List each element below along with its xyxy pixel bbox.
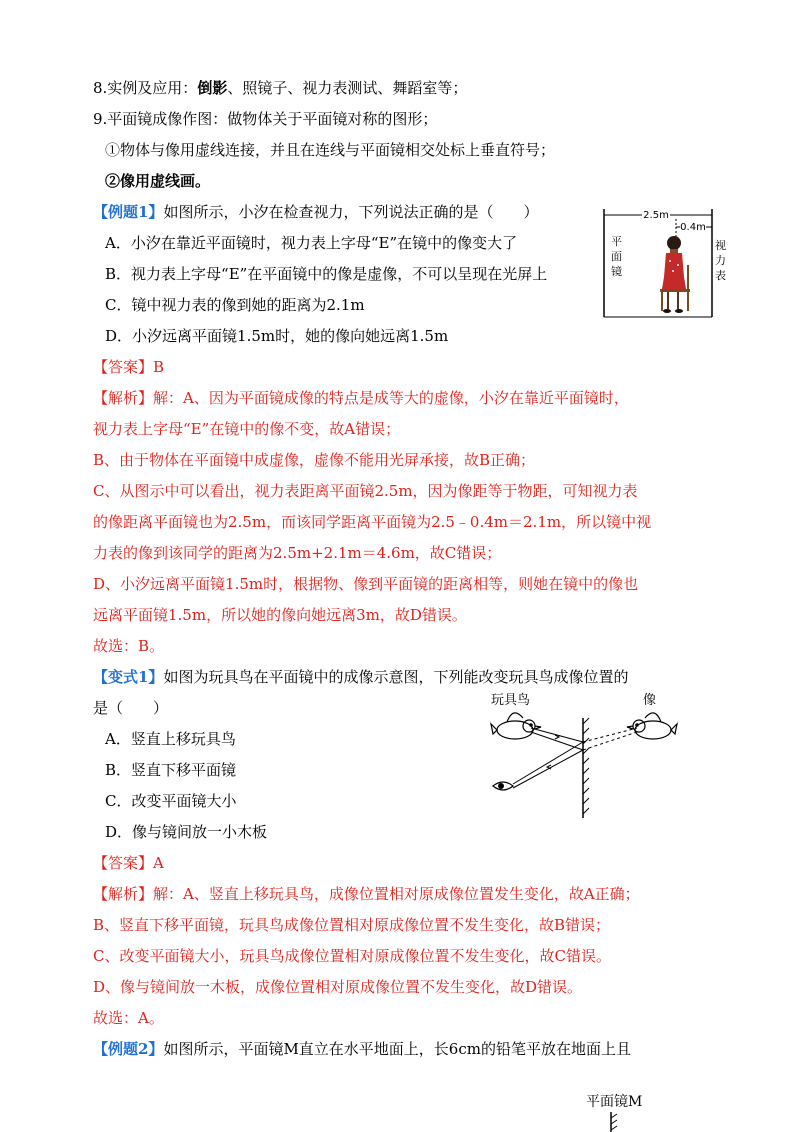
mirror-label-3: 镜	[611, 265, 622, 278]
toy-bird-label: 玩具鸟	[491, 693, 531, 708]
item-8	[93, 78, 467, 98]
mirror-hatching	[583, 718, 589, 814]
example-1-analysis-5: 的像距离平面镜也为2.5m，而该同学距离平面镜为2.5﹣0.4m＝2.1m，所以镜中视	[93, 513, 652, 531]
variant-1-analysis-4: D、像与镜间放一木板，成像位置相对原成像位置不发生变化，故D错误。	[93, 978, 583, 996]
example-2-tag: 【例题2】	[93, 1040, 164, 1058]
virtual-rays	[583, 728, 637, 750]
variant-1-question-2: 是（ ）	[93, 699, 169, 717]
chart-label-2: 力	[715, 254, 726, 267]
example-1-analysis-3: B、由于物体在平面镜中成虚像，虚像不能用光屏承接，故B正确；	[93, 451, 536, 469]
example-1-tag: 【例题1】	[93, 203, 164, 221]
variant-1-analysis-2: B、竖直下移平面镜，玩具鸟成像位置相对原成像位置不发生变化，故B错误；	[93, 916, 611, 934]
example-1-analysis-8: 远离平面镜1.5m，所以她的像向她远离3m，故D错误。	[93, 606, 467, 624]
image-label: 像	[643, 693, 657, 708]
example-1-analysis-6: 力表的像到该同学的距离为2.5m+2.1m＝4.6m，故C错误；	[93, 544, 502, 562]
mirror-label-1: 平	[611, 235, 622, 248]
example-1-analysis-2: 视力表上字母“E”在镜中的像不变，故A错误；	[93, 420, 401, 438]
light-rays	[513, 728, 583, 788]
item-8-prefix: 8.实例及应用：	[93, 79, 198, 97]
example-1-option-b: B．视力表上字母“E”在平面镜中的像是虚像，不可以呈现在光屏上	[105, 265, 548, 283]
dimension-small-label: 0.4m	[680, 222, 706, 233]
variant-1-question	[93, 667, 628, 687]
example-1-option-a: A．小汐在靠近平面镜时，视力表上字母“E”在镜中的像变大了	[105, 234, 518, 252]
example-2-text: 如图所示，平面镜M直立在水平地面上，长6cm的铅笔平放在地面上且	[163, 1040, 631, 1058]
variant-1-option-a: A．竖直上移玩具鸟	[105, 730, 236, 748]
toy-bird-figure	[485, 688, 700, 823]
example-1-question	[93, 202, 538, 222]
variant-1-analysis-text: 解：A、竖直上移玩具鸟，成像位置相对原成像位置发生变化，故A正确；	[153, 885, 640, 903]
chart-label-1: 视	[715, 239, 726, 252]
ray-arrow-return	[547, 765, 551, 769]
mirror-label-2: 面	[611, 250, 622, 263]
example-1-analysis-tag: 【解析】	[93, 389, 154, 407]
variant-1-analysis-tag: 【解析】	[93, 885, 154, 903]
example-1-option-d: D．小汐远离平面镜1.5m时，她的像向她远离1.5m	[105, 327, 449, 345]
item-9-rule-2: ②像用虚线画。	[105, 172, 211, 190]
example-1-analysis-text: 解：A、因为平面镜成像的特点是成等大的虚像，小汐在靠近平面镜时，	[153, 389, 629, 407]
item-9-rule-1: ①物体与像用虚线连接，并且在连线与平面镜相交处标上垂直符号；	[105, 141, 556, 159]
example-1-analysis-7: D、小汐远离平面镜1.5m时，根据物、像到平面镜的距离相等，则她在镜中的像也	[93, 575, 639, 593]
variant-1-option-c: C．改变平面镜大小	[105, 792, 237, 810]
eye-icon	[493, 782, 513, 790]
item-8-bold: 倒影	[197, 79, 228, 97]
mirror-m-icon	[608, 1112, 622, 1132]
eye-test-figure	[598, 205, 726, 323]
variant-1-text: 如图为玩具鸟在平面镜中的成像示意图，下列能改变玩具鸟成像位置的	[163, 668, 629, 686]
variant-1-answer: 【答案】A	[93, 854, 164, 872]
toy-bird-icon	[491, 713, 541, 739]
variant-1-analysis-3: C、改变平面镜大小，玩具鸟成像位置相对原成像位置不发生变化，故C错误。	[93, 947, 611, 965]
example-1-option-c: C．镜中视力表的像到她的距离为2.1m	[105, 296, 365, 314]
example-2-question	[93, 1039, 631, 1059]
example-1-analysis-1	[93, 388, 629, 408]
dimension-total-label: 2.5m	[643, 210, 669, 221]
variant-1-option-b: B．竖直下移平面镜	[105, 761, 237, 779]
item-9: 9.平面镜成像作图：做物体关于平面镜对称的图形；	[93, 110, 438, 128]
variant-1-option-d: D．像与镜间放一小木板	[105, 823, 268, 841]
girl-on-chair-icon	[660, 236, 690, 313]
example-1-answer: 【答案】B	[93, 358, 165, 376]
image-bird-icon	[627, 713, 677, 739]
variant-1-analysis-1	[93, 884, 640, 904]
variant-1-conclusion: 故选：A。	[93, 1009, 164, 1027]
mirror-m-label: 平面镜M	[586, 1094, 643, 1110]
chart-label-3: 表	[715, 269, 726, 282]
item-8-rest: 、照镜子、视力表测试、舞蹈室等；	[227, 79, 468, 97]
example-1-text: 如图所示，小汐在检查视力，下列说法正确的是（ ）	[163, 203, 539, 221]
example-1-conclusion: 故选：B。	[93, 637, 165, 655]
example-1-analysis-4: C、从图示中可以看出，视力表距离平面镜2.5m，因为像距等于物距，可知视力表	[93, 482, 638, 500]
variant-1-tag: 【变式1】	[93, 668, 164, 686]
